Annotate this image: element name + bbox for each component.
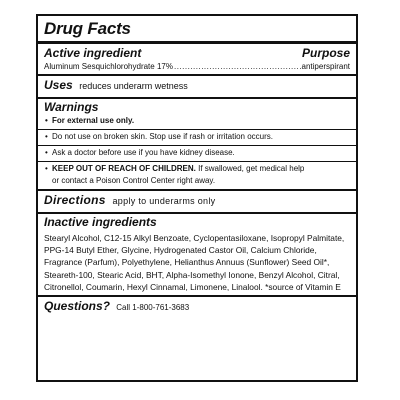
uses-section (44, 77, 350, 95)
warning-divider (38, 129, 356, 130)
warning-item (44, 131, 350, 143)
poison-control-text: or contact a Poison Control Center right away. (52, 176, 216, 185)
warning-item-children (44, 163, 350, 187)
inactive-ingredients-text: Stearyl Alcohol, C12-15 Alkyl Benzoate, Cyclopentasiloxane, Isopropyl Palmitate, PPG-14 Butyl Ether, Glycine, Hydrogenated Castor Oil, Calcium Chloride, Fragrance (Parfum), Polyethylene, Helianthus Annuus (Sunflower) Seed Oil*, Steareth-100, Stearic Acid, BHT, Alpha-Isomethyl Ionone, Benzyl Alcohol, Citral, Citronellol, Coumarin, Hexyl Cinnamal, Limonene, Linalool. *source of Vitamin E (44, 233, 345, 292)
warning-divider (38, 161, 356, 162)
questions-label: Questions? (44, 299, 111, 314)
warning-divider (38, 145, 356, 146)
title-divider (38, 41, 356, 44)
warnings-divider (38, 97, 356, 99)
drug-facts-title: Drug Facts (44, 19, 131, 38)
inactive-ingredients-label: Inactive ingredients (44, 215, 157, 229)
keep-out-of-reach-text: KEEP OUT OF REACH OF CHILDREN. (52, 164, 196, 173)
active-ingredient-name: Aluminum Sesquichlorohydrate 17% (44, 62, 173, 71)
leader-dots (174, 61, 301, 72)
directions-label: Directions (44, 193, 106, 207)
swallowed-text: If swallowed, get medical help (198, 164, 305, 173)
active-ingredient-row (44, 61, 350, 72)
warnings-label: Warnings (44, 100, 99, 114)
bullet-icon: • (45, 116, 48, 125)
questions-section (44, 297, 350, 317)
warning-text: Ask a doctor before use if you have kidney disease. (52, 148, 235, 157)
warning-text: For external use only. (52, 116, 135, 125)
drug-facts-panel (36, 14, 358, 382)
bullet-icon: • (45, 132, 48, 141)
directions-section (44, 191, 350, 210)
inactive-divider (38, 212, 356, 214)
bullet-icon: • (45, 148, 48, 157)
active-ingredient-purpose: antiperspirant (301, 62, 350, 71)
active-ingredient-header (44, 46, 350, 61)
questions-phone: Call 1-800-761-3683 (116, 303, 190, 313)
active-ingredient-heading: Active ingredient (44, 46, 142, 60)
warning-item (44, 147, 350, 159)
directions-text: apply to underarms only (112, 196, 216, 206)
bullet-icon: • (45, 164, 48, 173)
warning-text: Do not use on broken skin. Stop use if rash or irritation occurs. (52, 132, 273, 141)
uses-text: reduces underarm wetness (79, 81, 188, 91)
uses-label: Uses (44, 78, 73, 92)
uses-divider (38, 74, 356, 76)
warning-item (44, 115, 350, 127)
purpose-heading: Purpose (301, 46, 350, 60)
